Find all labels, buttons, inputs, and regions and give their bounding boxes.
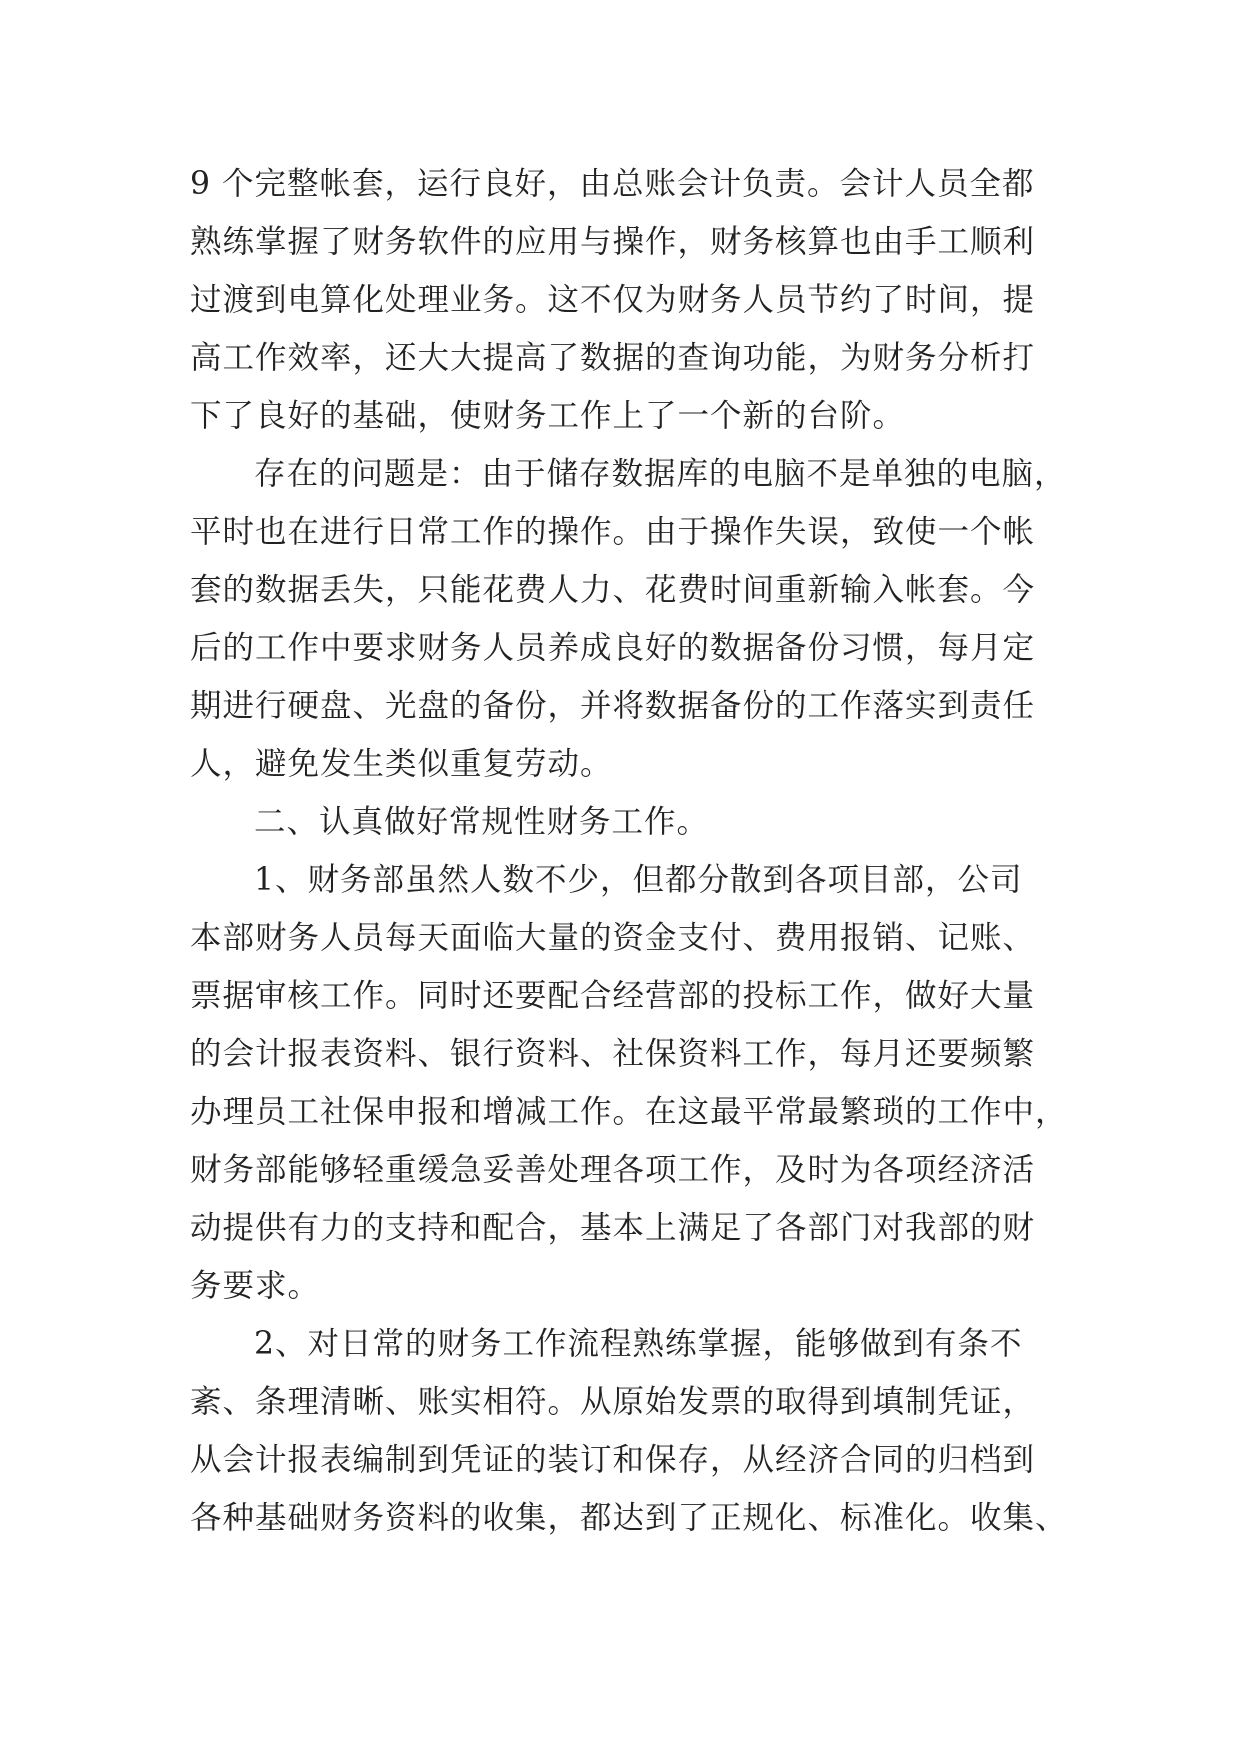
text-line-16: 的会计报表资料、银行资料、社保资料工作，每月还要频繁 <box>190 1036 1036 1072</box>
text-line-4: 高工作效率，还大大提高了数据的查询功能，为财务分析打 <box>190 340 1036 376</box>
text-line-14: 本部财务人员每天面临大量的资金支付、费用报销、记账、 <box>190 920 1036 956</box>
text-line-23: 从会计报表编制到凭证的装订和保存，从经济合同的归档到 <box>190 1442 1036 1478</box>
text-line-5: 下了良好的基础，使财务工作上了一个新的台阶。 <box>190 398 906 434</box>
text-line-22: 紊、条理清晰、账实相符。从原始发票的取得到填制凭证， <box>190 1384 1036 1420</box>
document-body <box>190 155 1068 1547</box>
text-line-2: 熟练掌握了财务软件的应用与操作，财务核算也由手工顺利 <box>190 224 1036 260</box>
paragraph-start-problem: 存在的问题是：由于储存数据库的电脑不是单独的电脑， <box>254 456 1067 492</box>
text-line-17: 办理员工社保申报和增减工作。在这最平常最繁琐的工作中， <box>190 1094 1068 1130</box>
text-line-24: 各种基础财务资料的收集，都达到了正规化、标准化。收集、 <box>190 1500 1068 1536</box>
text-line-1: 9 个完整帐套，运行良好，由总账会计负责。会计人员全都 <box>190 166 1035 202</box>
text-line-7: 平时也在进行日常工作的操作。由于操作失误，致使一个帐 <box>190 514 1036 550</box>
text-line-11: 人，避免发生类似重复劳动。 <box>190 746 613 782</box>
text-line-20: 务要求。 <box>190 1268 321 1304</box>
text-line-19: 动提供有力的支持和配合，基本上满足了各部门对我部的财 <box>190 1210 1036 1246</box>
paragraph-start-item-1: 1、财务部虽然人数不少，但都分散到各项目部，公司 <box>254 862 1023 898</box>
text-line-10: 期进行硬盘、光盘的备份，并将数据备份的工作落实到责任 <box>190 688 1036 724</box>
section-heading-2: 二、认真做好常规性财务工作。 <box>254 804 710 840</box>
text-line-9: 后的工作中要求财务人员养成良好的数据备份习惯，每月定 <box>190 630 1036 666</box>
text-line-15: 票据审核工作。同时还要配合经营部的投标工作，做好大量 <box>190 978 1036 1014</box>
text-line-18: 财务部能够轻重缓急妥善处理各项工作，及时为各项经济活 <box>190 1152 1036 1188</box>
text-line-3: 过渡到电算化处理业务。这不仅为财务人员节约了时间，提 <box>190 282 1036 318</box>
paragraph-start-item-2: 2、对日常的财务工作流程熟练掌握，能够做到有条不 <box>254 1326 1023 1362</box>
text-line-8: 套的数据丢失，只能花费人力、花费时间重新输入帐套。今 <box>190 572 1036 608</box>
